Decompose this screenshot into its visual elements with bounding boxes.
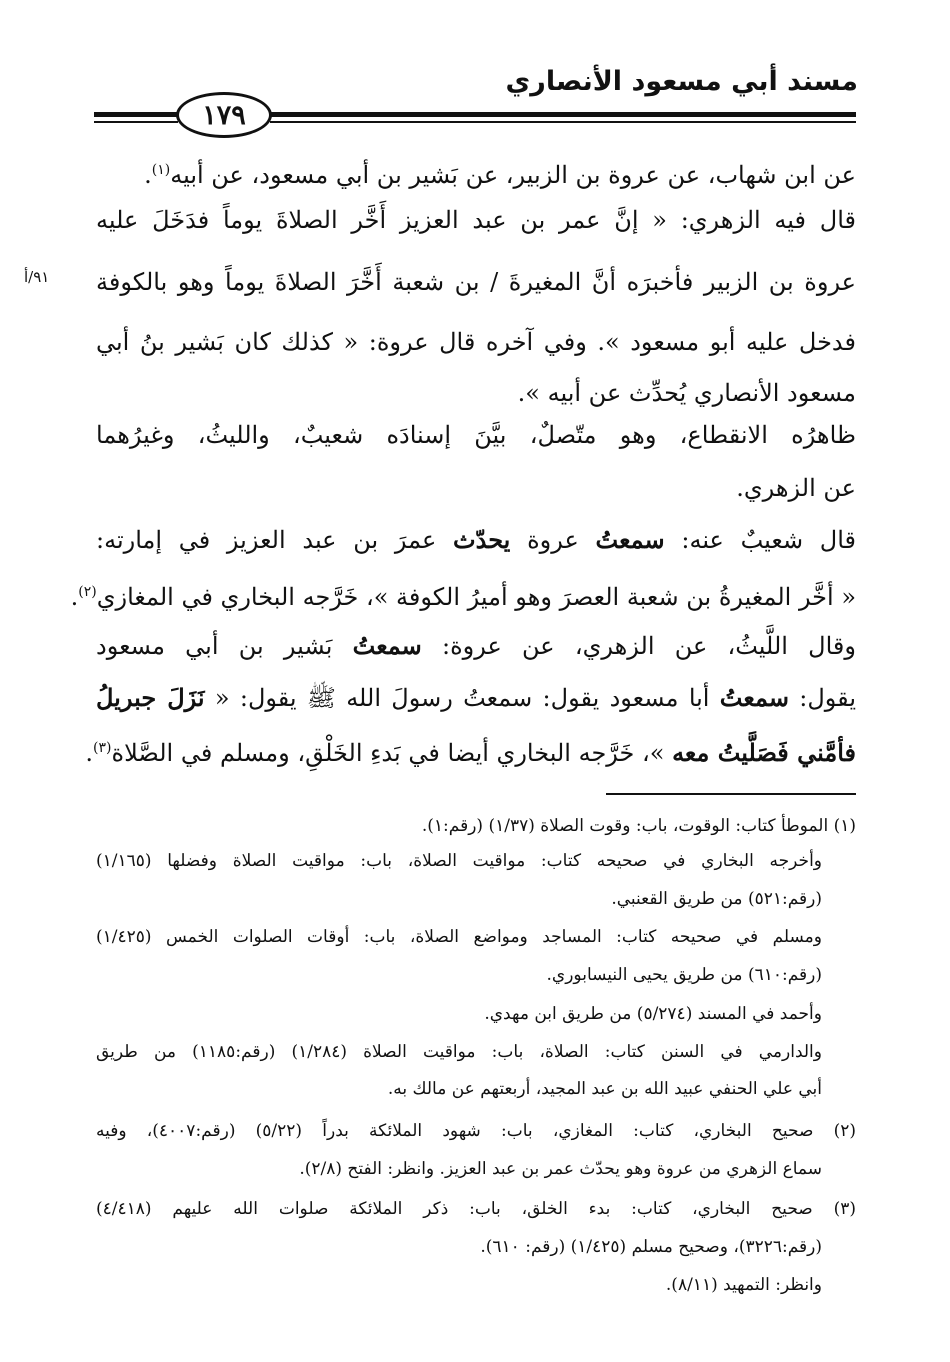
body-line-5: مسعود الأنصاري يُحدِّث عن أبيه ». — [517, 379, 856, 407]
header-rule-thick-right — [270, 112, 856, 117]
running-title: مسند أبي مسعود الأنصاري — [505, 66, 858, 97]
body-line-10-start: وقال اللَّيثُ، عن الزهري، عن عروة: — [442, 632, 856, 660]
body-line-12-text: »، خَرَّجه البخاري أيضا في بَدءِ الخَلْقِ، ومسلم في الصَّلاة — [111, 739, 665, 767]
body-line-8-name: عروة — [527, 526, 579, 554]
body-line-3: عروة بن الزبير فأخبرَه أنَّ المغيرةَ / بن شعبة أَخَّرَ الصلاةَ يوماً وهو بالكوفة — [96, 268, 857, 296]
footnote-1-line-5: (رقم:٦١٠) من طريق يحيى النيسابوري. — [546, 965, 822, 985]
footnote-1-line-3: (رقم:٥٢١) من طريق القعنبي. — [611, 889, 822, 909]
footnote-3: (٣) صحيح البخاري، كتاب: بدء الخلق، باب: ذكر الملائكة صلوات الله عليهم (٤/٤١٨) — [96, 1199, 856, 1219]
period: . — [144, 161, 152, 189]
body-line-2: قال فيه الزهري: « إنَّ عمر بن عبد العزيز أَخَّر الصلاةَ يوماً فدَخَلَ عليه — [96, 206, 856, 234]
body-line-11 — [96, 678, 856, 718]
footnote-2-line-2: سماع الزهري من عروة وهو يحدّث عمر بن عبد العزيز. وانظر: الفتح (٢/٨). — [299, 1159, 822, 1179]
footnote-3-line-3: وانظر: التمهيد (٨/١١). — [665, 1275, 822, 1295]
emphasis-heard: سمعتُ — [352, 631, 422, 660]
emphasis-narrated: يحدّث — [453, 525, 511, 554]
body-line-11-mid: أبا مسعود يقول: سمعتُ رسولَ الله ﷺ يقول: « — [214, 684, 710, 712]
footnote-1-line-7: والدارمي في السنن كتاب: الصلاة، باب: مواقيت الصلاة (١/٢٨٤) (رقم:١١٨٥) من طريق — [96, 1042, 822, 1062]
hadith-text-start: نَزَلَ جبريلُ — [96, 683, 205, 712]
footnote-ref-1: (١) — [151, 162, 171, 178]
footnote-1-line-6: وأحمد في المسند (٥/٢٧٤) من طريق ابن مهدي. — [484, 1004, 822, 1024]
body-line-12 — [85, 728, 856, 773]
body-line-10 — [96, 626, 856, 666]
body-line-9 — [71, 572, 856, 617]
body-line-8-start: قال شعيبٌ عنه: — [681, 526, 856, 554]
header-rule-thin-left — [94, 121, 178, 123]
emphasis-heard: سمعتُ — [595, 525, 665, 554]
emphasis-heard: سمعتُ — [719, 683, 789, 712]
body-line-6: ظاهرُه الانقطاع، وهو متّصلٌ، بيَّنَ إسنادَه شعيبٌ، والليثُ، وغيرُهما — [96, 421, 856, 449]
footnote-2: (٢) صحيح البخاري، كتاب: المغازي، باب: شهود الملائكة بدراً (٥/٢٢) (رقم:٤٠٠٧)، وفيه — [96, 1121, 857, 1141]
body-line-8 — [96, 520, 856, 560]
footnote-1-line-4: ومسلم في صحيحه كتاب: المساجد ومواضع الصلاة، باب: أوقات الصلوات الخمس (١/٤٢٥) — [96, 927, 822, 947]
footnote-1-line-8: أبي علي الحنفي عبيد الله بن عبد المجيد، أربعتهم عن مالك به. — [387, 1079, 822, 1099]
body-line-8-end: عمرَ بن عبد العزيز في إمارته: — [96, 526, 437, 554]
footnote-1-line-2: وأخرجه البخاري في صحيحه كتاب: مواقيت الصلاة، باب: مواقيت الصلاة وفضلها (١/١٦٥) — [96, 851, 822, 871]
period: . — [70, 583, 79, 611]
footnote-1: (١) الموطأ كتاب: الوقوت، باب: وقوت الصلاة (١/٣٧) (رقم:١). — [421, 816, 856, 836]
hadith-text-end: فأمَّني فَصَلَّيتُ معه — [672, 738, 856, 767]
footnote-ref-2: (٢) — [78, 584, 97, 600]
footnote-ref-3: (٣) — [93, 740, 112, 756]
period: . — [85, 739, 94, 767]
body-line-10-end: بَشير بن أبي مسعود — [96, 632, 333, 660]
footnote-separator — [606, 793, 856, 795]
footnote-3-line-2: (رقم:٣٢٢٦)، وصحيح مسلم (١/٤٢٥) (رقم: ٦١٠). — [480, 1237, 822, 1257]
header-rule-thick-left — [94, 112, 178, 117]
header-rule-thin-right — [270, 121, 856, 123]
page-number: ١٧٩ — [176, 92, 272, 138]
body-line-4: فدخل عليه أبو مسعود ». وفي آخره قال عروة: « كذلك كان بَشير بنُ أبي — [96, 328, 856, 356]
body-line-1 — [144, 150, 856, 195]
manuscript-folio-note: ٩١/أ — [24, 268, 50, 286]
body-line-11-start: يقول: — [799, 684, 856, 712]
body-line-7: عن الزهري. — [736, 474, 856, 502]
body-line-9-text: « أخَّر المغيرةُ بن شعبة العصرَ وهو أميرُ الكوفة »، خَرَّجه البخاري في المغازي — [96, 583, 856, 611]
body-line-1-text: عن ابن شهاب، عن عروة بن الزبير، عن بَشير بن أبي مسعود، عن أبيه — [170, 161, 856, 189]
